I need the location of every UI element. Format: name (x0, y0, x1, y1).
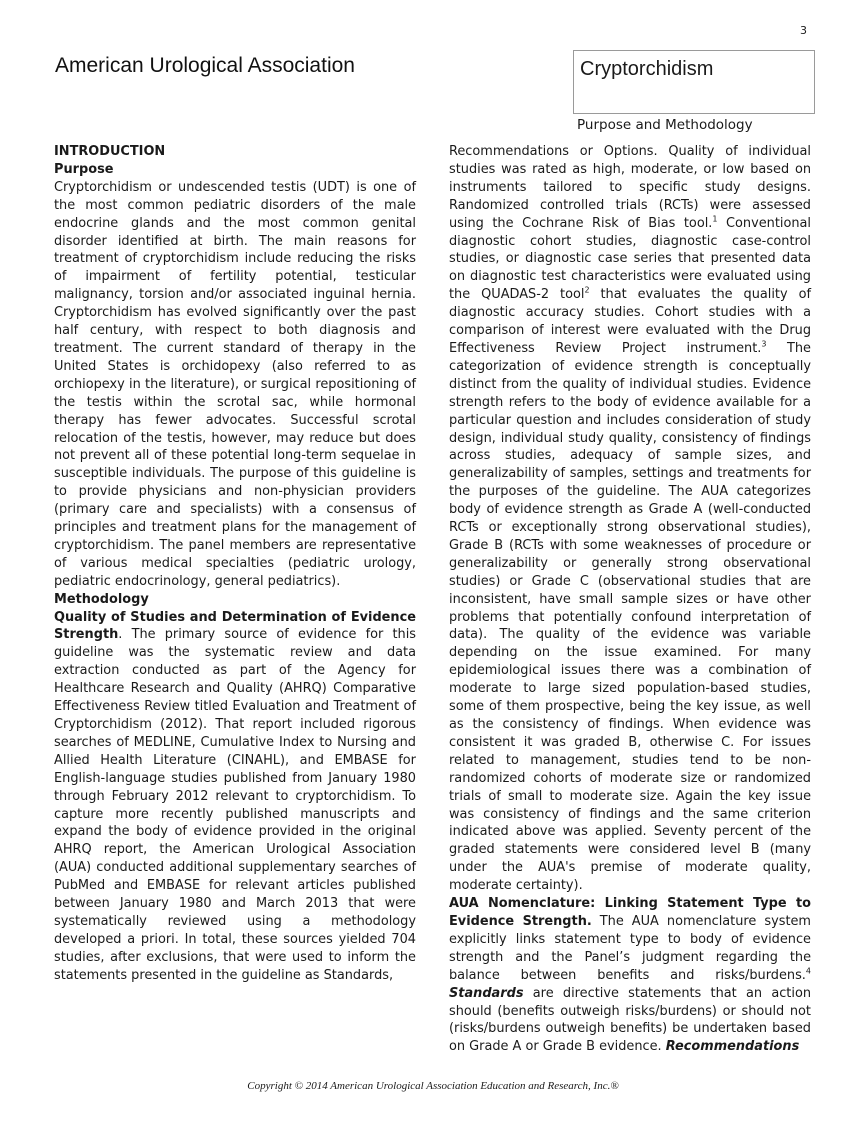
left-column (54, 143, 416, 985)
reference-2: 2 (584, 285, 590, 295)
organization-name: American Urological Association (55, 54, 355, 77)
quality-paragraph (54, 609, 416, 985)
purpose-paragraph: Cryptorchidism or undescended testis (UDT) is one of the most common pediatric disorders of the male endocrine glands and the most common genital disorder identified at birth. The main reasons for treatment of cryptorchidism include reducing the risks of impairment of fertility potential, testicular malignancy, torsion and/or associated inguinal hernia. Cryptorchidism has evolved significantly over the past half century, with respect to both diagnosis and treatment. The current standard of therapy in the United States is orchidopexy (also referred to as orchiopexy in the literature), or surgical repositioning of the testis within the scrotal sac, while hormonal therapy has fewer advocates. Successful scrotal relocation of the testis, however, may reduce but does not prevent all of these potential long-term sequelae in susceptible individuals. The purpose of this guideline is to provide physicians and non-physician providers (primary care and specialists) with a consensus of principles and treatment plans for the management of cryptorchidism. The panel members are representative of various medical specialties (pediatric urology, pediatric endocrinology, general pediatrics). (54, 179, 416, 589)
right-column (449, 143, 811, 1056)
quality-heading: Quality of Studies and Determination of Evidence Strength (54, 609, 416, 643)
section-label: Purpose and Methodology (577, 117, 753, 133)
quality-text: . The primary source of evidence for this guideline was the systematic review and data extraction conducted as part of the Agency for Healthcare Research and Quality (AHRQ) Comparative Effectiveness Review titled Evaluation and Treatment of Cryptorchidism (2012). That report included rigorous searches of MEDLINE, Cumulative Index to Nursing and Allied Health Literature (CINAHL), and EMBASE for English-language studies published from January 1980 through February 2012 relevant to cryptorchidism. To capture more recently published manuscripts and expand the body of evidence provided in the original AHRQ report, the American Urological Association (AUA) conducted additional supplementary searches of PubMed and EMBASE for relevant articles published between January 1980 and March 2013 that were systematically reviewed using a methodology developed a priori. In total, these sources yielded 704 studies, after exclusions, that were used to inform the statements presented in the guideline as Standards, (54, 627, 416, 983)
reference-4: 4 (805, 966, 811, 976)
topic-box (573, 50, 815, 114)
evidence-text-c: that evaluates the quality of diagnostic accuracy studies. Cohort studies with a comparison of interest were evaluated with the Drug Effectiveness Review Project instrument. (449, 287, 811, 356)
standards-term: Standards (449, 985, 524, 1001)
nomenclature-paragraph (449, 895, 811, 1056)
reference-1: 1 (712, 214, 718, 224)
page-number: 3 (800, 24, 807, 37)
evidence-text-a: Recommendations or Options. Quality of individual studies was rated as high, moderate, or low based on instruments tailored to specific study designs. Randomized controlled trials (RCTs) were assessed using the Cochrane Risk of Bias tool. (449, 144, 811, 231)
nomenclature-heading: AUA Nomenclature: Linking Statement Type to Evidence Strength. (449, 896, 811, 929)
methodology-heading: Methodology (54, 591, 149, 607)
introduction-heading: INTRODUCTION (54, 144, 166, 159)
recommendations-term: Recommendations (665, 1039, 800, 1055)
nomenclature-text-b: are directive statements that an action should (benefits outweigh risks/burdens) or should not (risks/burdens outweigh benefits) be undertaken based on Grade A or Grade B evidence. (449, 985, 811, 1055)
topic-title: Cryptorchidism (580, 58, 714, 80)
evidence-paragraph (449, 143, 811, 895)
copyright-footer: Copyright © 2014 American Urological Association Education and Research, Inc.® (247, 1080, 619, 1092)
evidence-text-b: Conventional diagnostic cohort studies, diagnostic case-control studies, or diagnostic case series that presented data on diagnostic test characteristics were evaluated using the QUADAS-2 tool (449, 215, 811, 303)
reference-3: 3 (761, 339, 767, 349)
purpose-heading: Purpose (54, 161, 114, 177)
evidence-text-d: The categorization of evidence strength is conceptually distinct from the quality of individual studies. Evidence strength refers to the body of evidence available for a particular question and includes consideration of study design, individual study quality, consistency of findings across studies, adequacy of sample sizes, and generalizability of samples, settings and treatments for the purposes of the guideline. The AUA categorizes body of evidence strength as Grade A (well-conducted RCTs or exceptionally strong observational studies), Grade B (RCTs with some weaknesses of procedure or generalizability or generally strong observational studies) or Grade C (observational studies that are inconsistent, have small sample sizes or have other problems that potentially confound interpretation of data). The quality of the evidence was variable depending on the issue examined. For many epidemiological issues there was a combination of moderate to large sized population-based studies, some of them prospective, being the key issue, as well as the consistency of findings. When evidence was consistent it was graded B, otherwise C. For issues related to management, studies tend to be non-randomized cohorts of moderate size or randomized trials of small to moderate size. Again the key issue was consistency of findings and the same criterion indicated above was applied. Seventy percent of the graded statements were considered level B (many under the AUA's premise of moderate quality, moderate certainty). (449, 340, 811, 894)
nomenclature-text-a: The AUA nomenclature system explicitly links statement type to body of evidence strength and the Panel’s judgment regarding the balance between benefits and risks/burdens. (449, 913, 811, 983)
